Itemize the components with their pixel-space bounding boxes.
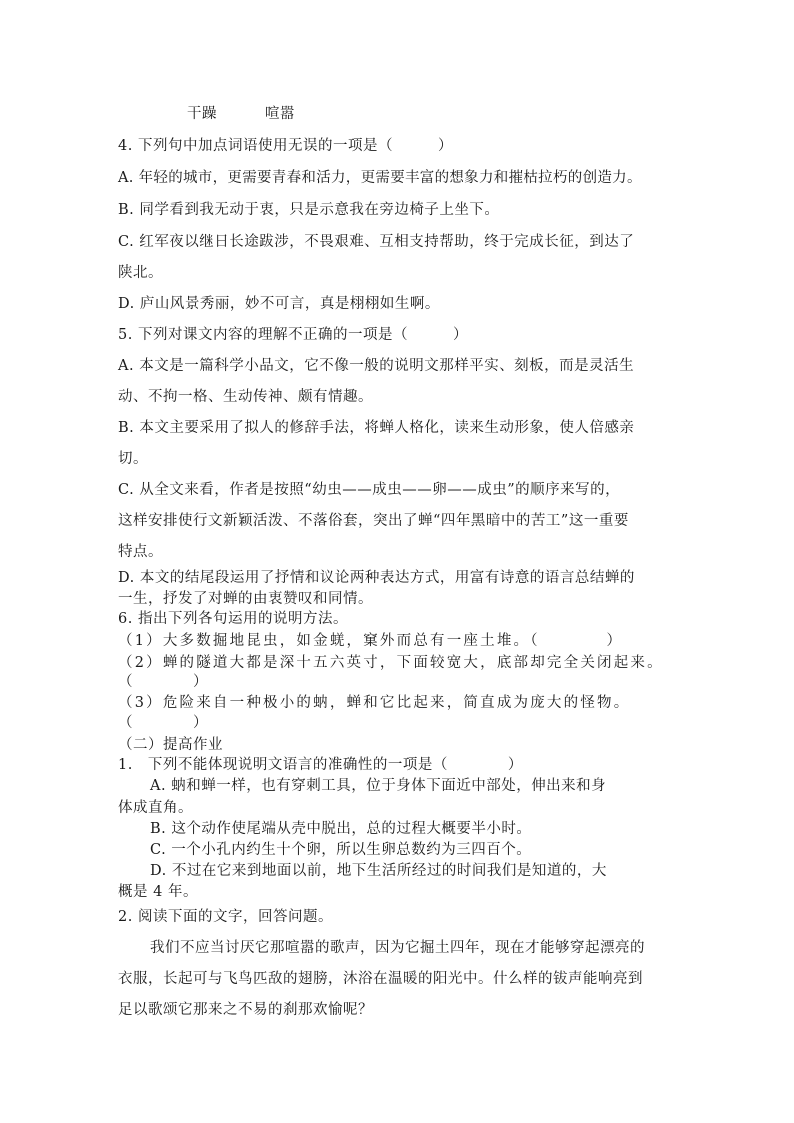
word-ganzao: 干躁 — [187, 106, 217, 122]
q5-option-b-line2: 切。 — [118, 451, 148, 467]
q4-option-a: A. 年轻的城市，更需要青春和活力，更需要丰富的想象力和摧枯拉朽的创造力。 — [118, 170, 642, 186]
s2-q1-option-a-line1: A. 蚋和蝉一样，也有穿刺工具，位于身体下面近中部处，伸出来和身 — [150, 778, 607, 794]
q5-option-c-line2: 这样安排使行文新颖活泼、不落俗套，突出了蝉“四年黑暗中的苦工”这一重要 — [118, 513, 629, 529]
s2-q1-option-a-line2: 体成直角。 — [118, 800, 193, 816]
section-2-title: （二）提高作业 — [118, 737, 223, 753]
q5-option-c-line3: 特点。 — [118, 544, 163, 560]
q6-stem: 6. 指出下列各句运用的说明方法。 — [118, 611, 348, 627]
q6-sentence-2: （2）蝉的隧道大都是深十五六英寸，下面较宽大，底部却完全关闭起来。 — [118, 655, 664, 671]
passage-line-3: 足以歌颂它那来之不易的刹那欢愉呢？ — [118, 1002, 373, 1018]
q4-option-c-line2: 陕北。 — [118, 265, 163, 281]
q5-option-b-line1: B. 本文主要采用了拟人的修辞手法，将蝉人格化，读来生动形象，使人倍感亲 — [118, 420, 635, 436]
q5-option-c-line1: C. 从全文来看，作者是按照“幼虫——成虫——卵——成虫”的顺序来写的， — [118, 482, 621, 498]
s2-q1-option-c: C. 一个小孔内约生十个卵，所以生卵总数约为三四百个。 — [150, 842, 532, 858]
q4-option-b: B. 同学看到我无动于衷，只是示意我在旁边椅子上坐下。 — [118, 202, 500, 218]
q6-sentence-1: （1）大多数掘地昆虫，如金蜣，窠外而总有一座土堆。（ ） — [118, 633, 624, 649]
s2-q1-option-d-line2: 概是 4 年。 — [118, 884, 198, 900]
q5-option-a-line2: 动、不拘一格、生动传神、颇有情趣。 — [118, 389, 373, 405]
q4-stem: 4. 下列句中加点词语使用无误的一项是（ ） — [118, 138, 453, 154]
q5-option-a-line1: A. 本文是一篇科学小品文，它不像一般的说明文那样平实、刻板，而是灵活生 — [118, 358, 635, 374]
passage-line-1: 我们不应当讨厌它那喧嚣的歌声，因为它掘土四年，现在才能够穿起漂亮的 — [150, 940, 645, 956]
q4-option-c-line1: C. 红军夜以继日长途跋涉，不畏艰难、互相支持帮助，终于完成长征，到达了 — [118, 234, 635, 250]
s2-q1-option-b: B. 这个动作使尾端从壳中脱出，总的过程大概要半小时。 — [150, 821, 532, 837]
word-xuanxiao: 喧嚣 — [265, 106, 295, 122]
passage-line-2: 衣服，长起可与飞鸟匹敌的翅膀，沐浴在温暖的阳光中。什么样的钹声能响亮到 — [118, 971, 643, 987]
q6-sentence-3-blank: （ ） — [118, 715, 208, 731]
q5-stem: 5. 下列对课文内容的理解不正确的一项是（ ） — [118, 327, 468, 343]
s2-q1-stem: 1. 下列不能体现说明文语言的准确性的一项是（ ） — [118, 757, 523, 773]
q5-option-d-line1: D. 本文的结尾段运用了抒情和议论两种表达方式，用富有诗意的语言总结蝉的 — [118, 570, 635, 586]
q6-sentence-3: （3）危险来自一种极小的蚋，蝉和它比起来，简直成为庞大的怪物。 — [118, 695, 631, 711]
q4-option-d: D. 庐山风景秀丽，妙不可言，真是栩栩如生啊。 — [118, 296, 440, 312]
q5-option-d-line2: 一生，抒发了对蝉的由衷赞叹和同情。 — [118, 591, 373, 607]
q6-sentence-2-blank: （ ） — [118, 674, 208, 690]
s2-q1-option-d-line1: D. 不过在它来到地面以前，地下生活所经过的时间我们是知道的，大 — [150, 863, 607, 879]
s2-q2-stem: 2. 阅读下面的文字，回答问题。 — [118, 909, 333, 925]
